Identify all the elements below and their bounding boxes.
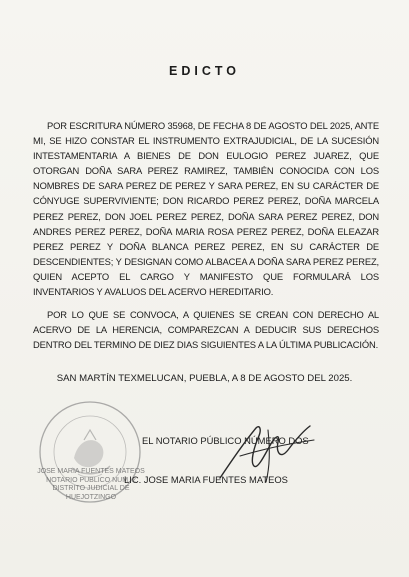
stamp-line-office: NOTARIO PUBLICO NUM. 2 (46, 476, 136, 484)
stamp-line-district: DISTRITO JUDICIAL DE HUEJOTZINGO (52, 485, 130, 501)
paragraph-deed-text: POR ESCRITURA NÚMERO 35968, DE FECHA 8 DE AGOSTO DEL 2025, ANTE MI, SE HIZO CONSTAR EL INSTRUMENTO EXTRAJUDICIAL, DE LA SUCESIÓN INTESTAMENTARIA A BIENES DE DON EULOGIO PEREZ JUAREZ, QUE OTORGAN DOÑA SARA PEREZ RAMIREZ, TAMBIÉN CONOCIDA CON LOS NOMBRES DE SARA PEREZ DE PEREZ Y SARA PEREZ, EN SU CARÁCTER DE CÓNYUGE SUPERVIVIENTE; DON RICARDO PEREZ PEREZ, DOÑA MARCELA PEREZ PEREZ, DON JOEL PEREZ PEREZ, DOÑA SARA PEREZ PEREZ, DON ANDRES PEREZ PEREZ, DOÑA MARIA ROSA PEREZ PEREZ, DOÑA ELEAZAR PEREZ PEREZ Y DOÑA BLANCA PEREZ PEREZ, EN SU CARÁCTER DE DESCENDIENTES; Y DESIGNAN COMO ALBACEA A DOÑA SARA PEREZ PEREZ, QUIEN ACEPTO EL CARGO Y MANIFESTO QUE FORMULARÁ LOS INVENTARIOS Y AVALUOS DEL ACERVO HEREDITARIO. (33, 120, 379, 298)
stamp-line-name: JOSE MARIA FUENTES MATEOS (37, 468, 145, 475)
paragraph-summons (33, 307, 379, 352)
document-title: EDICTO (169, 64, 240, 78)
notary-title: EL NOTARIO PÚBLICO NÚMERO DOS (142, 435, 309, 446)
paragraph-summons-text: POR LO QUE SE CONVOCA, A QUIENES SE CREAN CON DERECHO AL ACERVO DE LA HERENCIA, COMPAREZCAN A DEDUCIR SUS DERECHOS DENTRO DEL TERMINO DE DIEZ DIAS SIGUIENTES A LA ÚLTIMA PUBLICACIÓN. (33, 309, 379, 351)
paragraph-deed (33, 118, 379, 299)
notary-name: LIC. JOSE MARIA FUENTES MATEOS (124, 474, 288, 485)
place-and-date: SAN MARTÍN TEXMELUCAN, PUEBLA, A 8 DE AGOSTO DEL 2025. (56, 373, 353, 384)
